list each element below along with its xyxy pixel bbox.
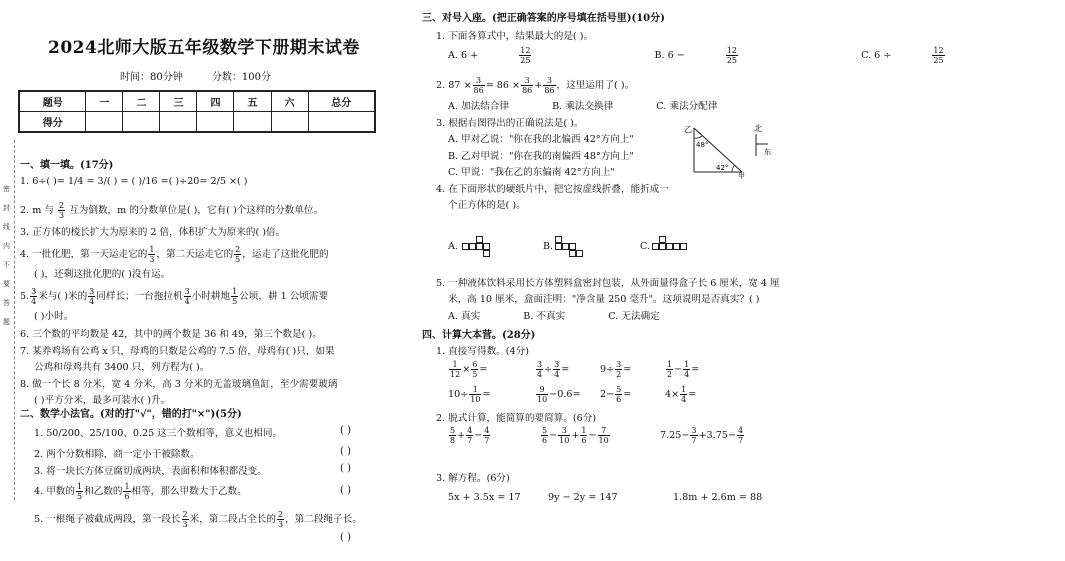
option-c[interactable]: C. 乘法分配律 [656,101,718,112]
angle-arc [732,165,735,172]
s3-q3-option-a[interactable]: A. 甲对乙说："你在我的北偏西 42°方向上" [448,134,634,145]
oral-calc-item: $\frac{1}{2}$ − $\frac{1}{4}$ = [667,360,700,379]
compass-east-label: 东 [764,148,771,156]
option-c[interactable] [861,46,1024,65]
score-entry[interactable] [308,112,375,133]
s3-q5-options [448,308,700,322]
s1-q8-cont: ( )平方分米，最多可装水( )升。 [34,395,171,406]
fraction: $\frac{1}{6}$ [124,482,130,501]
page-title: 2024北师大版五年级数学下册期末试卷 [48,38,360,58]
oral-calc-item: 2− $\frac{5}{6}$ = [600,385,632,404]
fraction: $\frac{12}{25}$ [933,46,944,65]
score-entry[interactable] [271,112,308,133]
binding-char: 密 [3,185,10,193]
equation-item: 5x + 3.5x = 17 [448,492,521,503]
s1-q4-cont: ( )，还剩这批化肥的( )没有运。 [34,269,171,280]
s1-q2-text: 2. m 与 [20,205,54,216]
s3-q5: 5. 一种液体饮料采用长方体塑料盒密封包装，从外面量得盒子长 6 厘米，宽 4 厘 [436,278,780,289]
s3-q2-options [448,98,757,112]
s3-q1: 1. 下面各算式中，结果最大的是( )。 [436,31,594,42]
s2-q5-text: 米，第二段占全长的 [189,514,276,525]
binding-char: 答 [3,299,10,307]
oral-calc-item: $\frac{1}{12}$ × $\frac{6}{5}$ = [450,360,488,379]
binding-char: 题 [3,318,10,326]
point-yi-label: 乙 [684,125,692,134]
score-table-cell: 二 [123,91,160,112]
s2-q5-text: 5. 一根绳子被截成两段，第一段长 [34,514,181,525]
cube-net-c[interactable] [652,236,712,266]
simplify-item: 7.25− $\frac{3}{7}$ +3.75− $\frac{4}{7}$ [660,426,744,445]
s1-q4-text: 4. 一批化肥，第一天运走它的 [20,249,148,260]
option-b[interactable] [654,46,818,65]
fraction: $\frac{1}{5}$ [76,482,83,501]
angle-arc [694,136,702,138]
section1-heading: 一、填一填。(17分) [20,160,114,171]
fraction: $\frac{2}{3}$ [59,201,65,220]
oral-calc-item: $\frac{3}{4}$ ÷ $\frac{3}{4}$ = [537,360,570,379]
fraction: $\frac{1}{3}$ [149,245,155,264]
s1-q5 [20,287,328,306]
option-a[interactable]: A. 加法结合律 [448,101,509,112]
s1-q4 [20,245,329,264]
score-table-cell: 得分 [19,112,86,133]
s2-q1: 1. 50/200、25/100、0.25 这三个数相等，意义也相同。 [34,428,283,439]
s3-q5-cont: 米，高 10 厘米，盒面注明："净含量 250 毫升"。这项说明是否真实？( ) [448,294,760,305]
binding-char: 线 [3,223,10,231]
fraction: $\frac{3}{4}$ [31,287,37,306]
s3-q3-option-c[interactable]: C. 甲说："我在乙的东偏南 42°方向上" [448,167,615,178]
fraction: $\frac{12}{25}$ [726,46,738,65]
section3-heading: 三、对号入座。(把正确答案的序号填在括号里)(10分) [422,13,665,24]
s1-q5-text: 小时耕地 [191,291,231,302]
score-table-cell: 题号 [19,91,86,112]
score-table-cell: 四 [197,91,234,112]
oral-calc-item: 4× $\frac{1}{4}$ = [665,385,697,404]
s1-q5-cont: ( )小时。 [34,311,74,322]
equation-item: 9y − 2y = 147 [548,492,618,503]
fraction: $\frac{1}{5}$ [232,287,238,306]
option-label: C. 6 ÷ [861,50,892,61]
s3-q2: 2. 87 × $\frac{3}{86}$ = 86 × $\frac{3}{86}$ + $\frac{3}{86}$ ，这里运用了( )。 [436,76,635,95]
score-table-cell: 五 [234,91,271,112]
s3-q1-options [448,46,1065,65]
s3-q4-cont: 个正方体的是( )。 [448,200,526,211]
binding-char: 内 [3,242,10,250]
s2-q4-text: 相等，那么甲数大于乙数。 [131,486,247,497]
option-a[interactable] [448,46,611,65]
s4-part2: 2. 脱式计算，能简算的要简算。(6分) [436,413,597,424]
s1-q4-text: ，第二天运走它的 [156,249,234,260]
answer-paren[interactable]: ( ) [340,532,351,543]
point-jia-label: 甲 [738,172,745,180]
s1-q6: 6. 三个数的平均数是 42，其中的两个数是 36 和 49，第三个数是( )。 [20,329,322,340]
s1-q3: 3. 正方体的棱长扩大为原来的 2 倍，体积扩大为原来的( )倍。 [20,227,286,238]
s2-q2: 2. 两个分数相除，商一定小于被除数。 [34,449,200,460]
time-label: 时间：80分钟 [120,72,183,83]
equation-item: 1.8m + 2.6m = 88 [673,492,763,503]
s2-q3: 3. 将一块长方体豆腐切成两块，表面积和体积都没变。 [34,466,267,477]
section4-heading: 四、计算大本营。(28分) [422,330,536,341]
answer-paren[interactable]: ( ) [340,463,351,474]
score-table [18,90,376,133]
option-a[interactable]: A. 真实 [448,311,481,322]
simplify-item: $\frac{5}{6}$ − $\frac{3}{10}$ + $\frac{1}{6}$ − $\frac{7}{10}$ [542,426,609,445]
s1-q5-text: 公顷，耕 1 公顷需要 [239,291,329,302]
cube-net-a[interactable] [462,236,512,266]
score-entry[interactable] [234,112,271,133]
fraction: $\frac{3}{86}$ [522,76,533,95]
option-c-label[interactable]: C. [640,241,651,252]
fraction: $\frac{3}{4}$ [184,287,190,306]
score-entry[interactable] [197,112,234,133]
fraction: $\frac{2}{5}$ [235,245,241,264]
angle-label: 48° [696,141,709,149]
score-entry[interactable] [123,112,160,133]
simplify-item: $\frac{5}{8}$ + $\frac{4}{7}$ − $\frac{4}{7}$ [450,426,490,445]
s1-q5-text: 米与( )米的 [38,291,88,302]
s2-q5-text: ，第二段绳子长。 [285,514,362,525]
s1-q4-text: ，运走了这批化肥的 [242,249,329,260]
score-table-cell: 一 [86,91,123,112]
s3-q4: 4. 在下面形状的硬纸片中，把它按虚线折叠，能折成一 [436,184,669,195]
s2-q5 [34,510,362,529]
oral-calc-item: $\frac{9}{10}$ −0.6= [537,385,581,404]
score-table-score-row [19,112,375,133]
option-label: B. 6 − [654,50,685,61]
score-entry[interactable] [86,112,123,133]
binding-text [3,180,13,332]
binding-char: 要 [3,280,10,288]
section2-heading: 二、数学小法官。(对的打"√"，错的打"×")(5分) [20,409,242,420]
angle-label: 42° [716,164,729,172]
s2-q4-text: 4. 甲数的 [34,486,75,497]
oral-calc-item: 9÷ $\frac{3}{2}$ = [600,360,632,379]
option-label: A. 6 + [448,50,479,61]
score-table-header-row [19,91,375,112]
option-b[interactable]: B. 不真实 [523,311,566,322]
fraction: $\frac{3}{4}$ [89,287,95,306]
score-entry[interactable] [160,112,197,133]
fraction: $\frac{2}{3}$ [277,510,284,529]
option-b-label[interactable]: B. [543,241,554,252]
answer-paren[interactable]: ( ) [340,446,351,457]
binding-line [14,140,15,500]
fraction: $\frac{2}{3}$ [182,510,188,529]
s1-q1: 1. 6÷( )= 1/4 = 3/( ) = ( )/16 =( )÷20= 2/5 ×( ) [20,176,248,187]
exam-meta [120,68,297,83]
oral-calc-item: 10÷ $\frac{1}{10}$ = [448,385,491,404]
score-table-cell: 六 [271,91,308,112]
s2-q4-text: 和乙数的 [84,486,123,497]
s1-q7-cont: 公鸡和母鸡共有 3400 只，列方程为( )。 [34,362,210,373]
s3-q3: 3. 根据右图得出的正确说法是( )。 [436,118,584,129]
answer-paren[interactable]: ( ) [340,425,351,436]
s1-q5-text: 同样长；一台拖拉机 [96,291,183,302]
s1-q5-text: 5. [20,291,30,302]
s4-part1: 1. 直接写得数。(4分) [436,346,529,357]
option-c[interactable]: C. 无法确定 [608,311,660,322]
fraction: $\frac{3}{86}$ [544,76,555,95]
direction-diagram [676,122,772,178]
fraction: $\frac{3}{86}$ [473,76,484,95]
fraction: $\frac{12}{25}$ [520,46,531,65]
s4-part3: 3. 解方程。(6分) [436,473,510,484]
option-b[interactable]: B. 乘法交换律 [552,101,614,112]
binding-char: 不 [3,261,10,269]
score-table-cell: 总分 [308,91,375,112]
s1-q7: 7. 某养鸡场有公鸡 x 只，母鸡的只数是公鸡的 7.5 倍，母鸡有( )只，如果 [20,346,335,357]
cube-net-b[interactable] [555,236,615,266]
s1-q8: 8. 做一个长 8 分米，宽 4 分米，高 3 分米的无盖玻璃鱼缸，至少需要玻璃 [20,379,338,390]
option-a-label[interactable]: A. [448,241,458,252]
s1-q2-text: 互为倒数，m 的分数单位是( )，它有( )个这样的分数单位。 [69,205,324,216]
s1-q2 [20,201,323,220]
compass-north-label: 北 [754,124,762,133]
s2-q4 [34,482,247,501]
score-label: 分数：100分 [211,72,272,83]
s3-q3-option-b[interactable]: B. 乙对甲说："你在我的南偏西 48°方向上" [448,151,634,162]
answer-paren[interactable]: ( ) [340,485,351,496]
score-table-cell: 三 [160,91,197,112]
binding-char: 封 [3,204,10,212]
